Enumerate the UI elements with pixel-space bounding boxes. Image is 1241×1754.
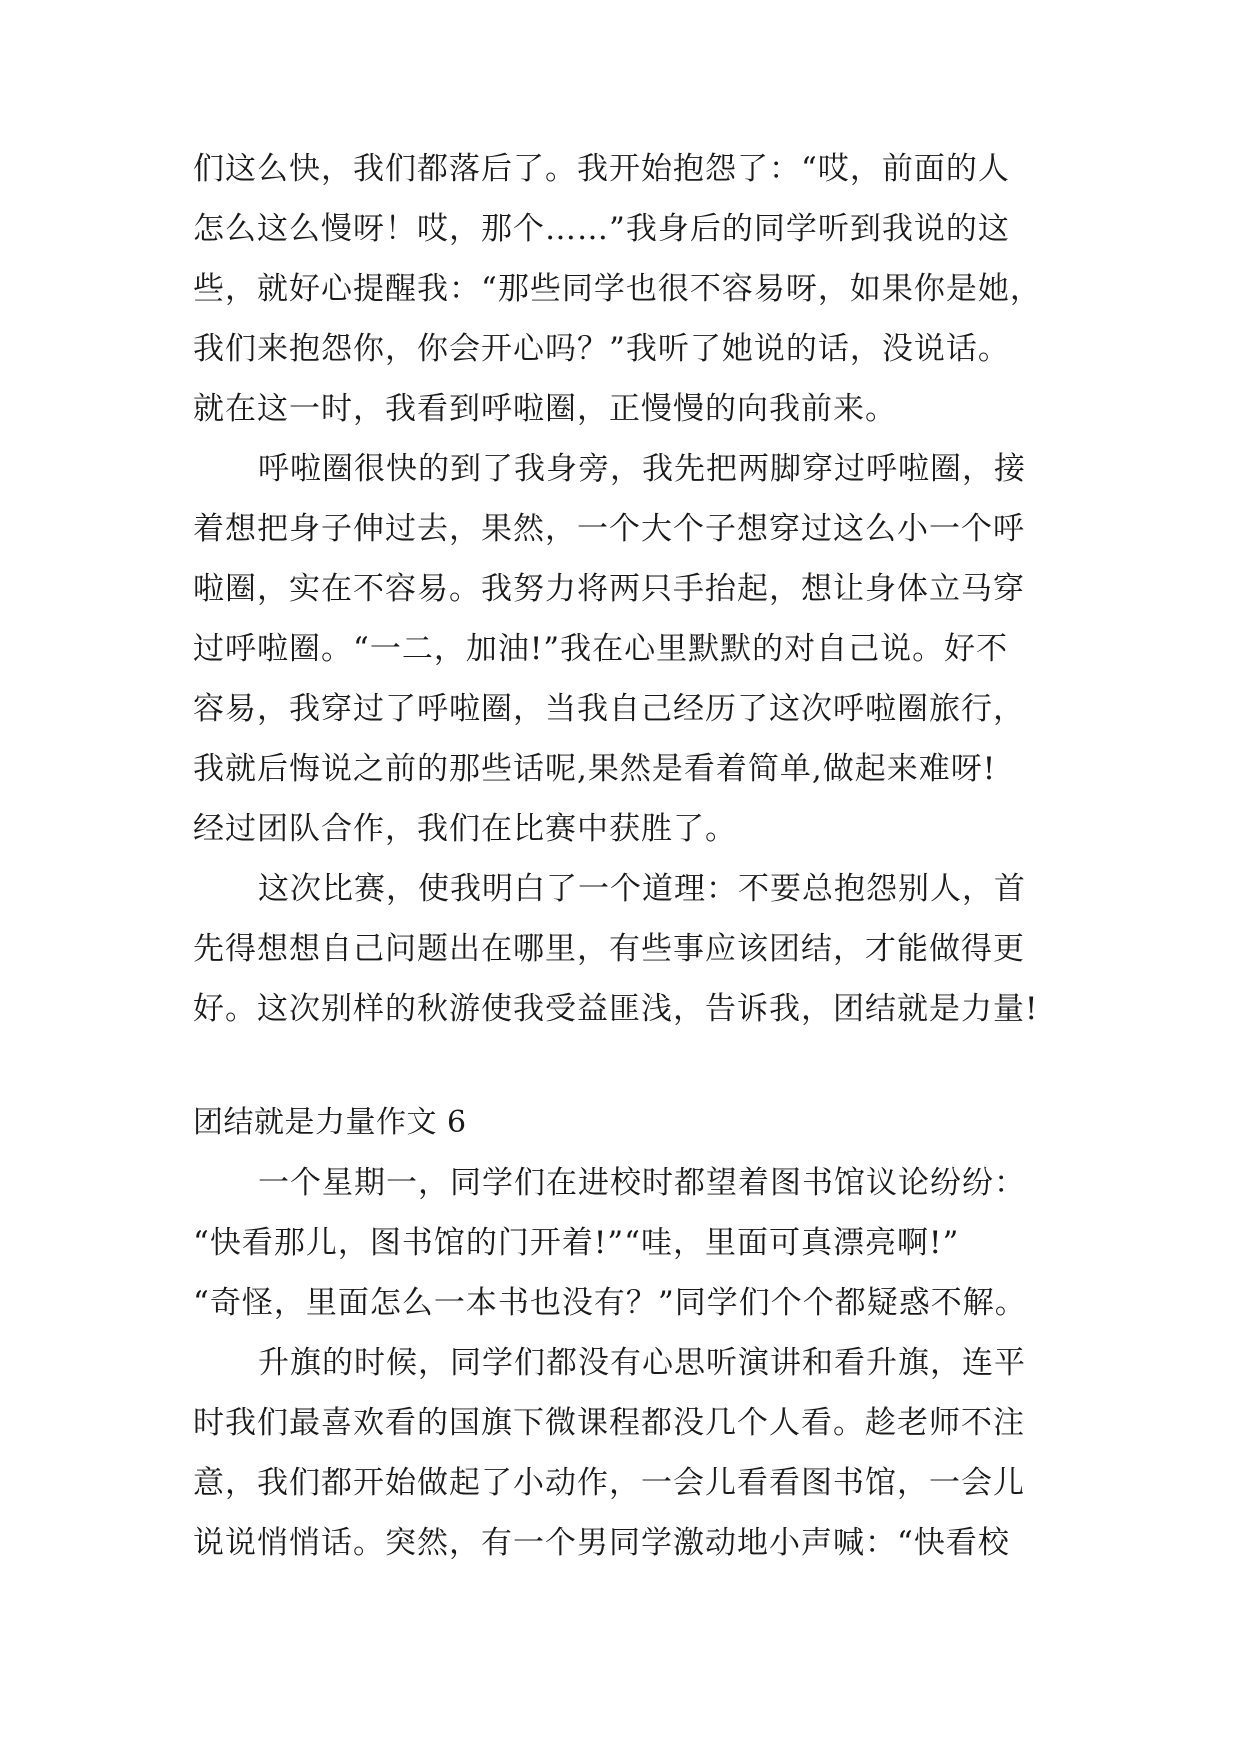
text-line: 些，就好心提醒我：“那些同学也很不容易呀，如果你是她， bbox=[193, 271, 1042, 307]
text-line: 我就后悔说之前的那些话呢,果然是看着简单,做起来难呀! bbox=[193, 751, 997, 787]
text-line: 我们来抱怨你，你会开心吗？”我听了她说的话，没说话。 bbox=[193, 331, 1010, 367]
text-line: 升旗的时候，同学们都没有心思听演讲和看升旗，连平 bbox=[258, 1345, 1026, 1381]
text-line: 啦圈，实在不容易。我努力将两只手抬起，想让身体立马穿 bbox=[193, 571, 1025, 607]
text-line: 过呼啦圈。“一二，加油!”我在心里默默的对自己说。好不 bbox=[193, 631, 1009, 667]
text-line: 经过团队合作，我们在比赛中获胜了。 bbox=[193, 811, 737, 847]
text-line: 就在这一时，我看到呼啦圈，正慢慢的向我前来。 bbox=[193, 391, 897, 427]
text-line: 怎么这么慢呀！哎，那个……”我身后的同学听到我说的这 bbox=[193, 211, 1010, 247]
text-line: 说说悄悄话。突然，有一个男同学激动地小声喊：“快看校 bbox=[193, 1525, 1010, 1561]
text-line: 一个星期一，同学们在进校时都望着图书馆议论纷纷： bbox=[258, 1165, 1026, 1201]
text-line: 容易，我穿过了呼啦圈，当我自己经历了这次呼啦圈旅行， bbox=[193, 691, 1025, 727]
text-line: 着想把身子伸过去，果然，一个大个子想穿过这么小一个呼 bbox=[193, 511, 1025, 547]
text-line: 意，我们都开始做起了小动作，一会儿看看图书馆，一会儿 bbox=[193, 1465, 1025, 1501]
text-line: “奇怪，里面怎么一本书也没有？”同学们个个都疑惑不解。 bbox=[193, 1285, 1027, 1321]
text-line: 们这么快，我们都落后了。我开始抱怨了：“哎，前面的人 bbox=[193, 151, 1010, 187]
text-line: 呼啦圈很快的到了我身旁，我先把两脚穿过呼啦圈，接 bbox=[258, 451, 1026, 487]
section-heading: 团结就是力量作文 6 bbox=[193, 1105, 467, 1140]
text-line: “快看那儿，图书馆的门开着!”“哇，里面可真漂亮啊!” bbox=[193, 1225, 960, 1261]
text-line: 时我们最喜欢看的国旗下微课程都没几个人看。趁老师不注 bbox=[193, 1405, 1025, 1441]
text-line: 先得想想自己问题出在哪里，有些事应该团结，才能做得更 bbox=[193, 931, 1025, 967]
text-line: 好。这次别样的秋游使我受益匪浅，告诉我，团结就是力量! bbox=[193, 991, 1039, 1027]
text-line: 这次比赛，使我明白了一个道理：不要总抱怨别人，首 bbox=[258, 871, 1026, 907]
